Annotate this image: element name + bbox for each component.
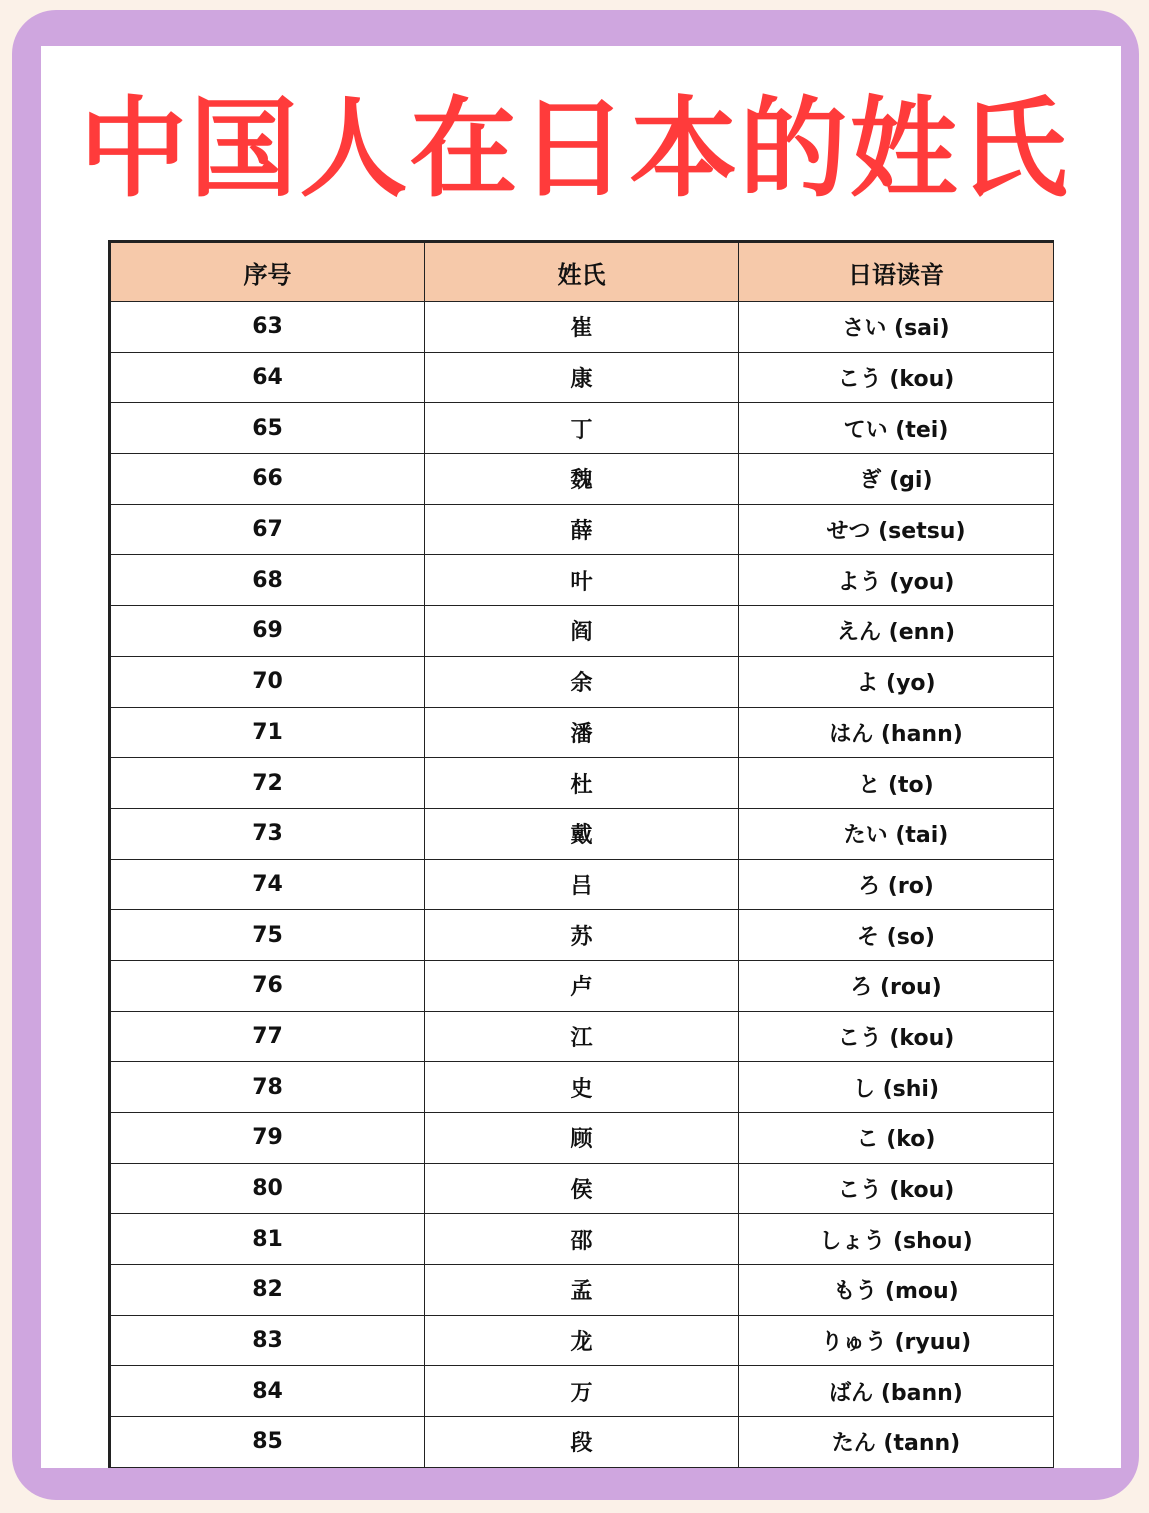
cell-number: 83 <box>110 1315 425 1366</box>
cell-surname: 余 <box>425 656 739 707</box>
cell-reading: ろ (rou) <box>739 960 1054 1011</box>
cell-reading: たん (tann) <box>739 1417 1054 1468</box>
table-row <box>110 606 1054 657</box>
cell-reading: こう (kou) <box>739 352 1054 403</box>
table-header-row <box>110 242 1054 302</box>
cell-surname: 吕 <box>425 859 739 910</box>
cell-surname: 杜 <box>425 758 739 809</box>
table-row <box>110 910 1054 961</box>
cell-number: 64 <box>110 352 425 403</box>
table-row <box>110 504 1054 555</box>
table-row <box>110 1366 1054 1417</box>
table-row <box>110 758 1054 809</box>
cell-reading: せつ (setsu) <box>739 504 1054 555</box>
cell-reading: よ (yo) <box>739 656 1054 707</box>
header-surname: 姓氏 <box>425 242 739 302</box>
cell-surname: 侯 <box>425 1163 739 1214</box>
table-row <box>110 454 1054 505</box>
cell-number: 70 <box>110 656 425 707</box>
table-row <box>110 1113 1054 1164</box>
cell-surname: 潘 <box>425 707 739 758</box>
table-row <box>110 707 1054 758</box>
cell-reading: てい (tei) <box>739 403 1054 454</box>
cell-surname: 薛 <box>425 504 739 555</box>
cell-surname: 孟 <box>425 1265 739 1316</box>
table-row <box>110 403 1054 454</box>
table-row <box>110 960 1054 1011</box>
cell-surname: 段 <box>425 1417 739 1468</box>
table-row <box>110 1265 1054 1316</box>
table-row <box>110 1417 1054 1468</box>
table-row <box>110 1315 1054 1366</box>
cell-surname: 崔 <box>425 302 739 353</box>
page-title: 中国人在日本的姓氏 <box>79 87 1070 212</box>
cell-reading: こう (kou) <box>739 1011 1054 1062</box>
cell-reading: さい (sai) <box>739 302 1054 353</box>
table-row <box>110 1011 1054 1062</box>
cell-reading: ばん (bann) <box>739 1366 1054 1417</box>
cell-reading: そ (so) <box>739 910 1054 961</box>
cell-reading: ろ (ro) <box>739 859 1054 910</box>
cell-reading: たい (tai) <box>739 808 1054 859</box>
cell-number: 63 <box>110 302 425 353</box>
cell-surname: 江 <box>425 1011 739 1062</box>
cell-number: 68 <box>110 555 425 606</box>
cell-number: 74 <box>110 859 425 910</box>
cell-number: 73 <box>110 808 425 859</box>
cell-surname: 魏 <box>425 454 739 505</box>
header-number: 序号 <box>110 242 425 302</box>
cell-number: 72 <box>110 758 425 809</box>
cell-reading: はん (hann) <box>739 707 1054 758</box>
cell-surname: 戴 <box>425 808 739 859</box>
cell-surname: 丁 <box>425 403 739 454</box>
table-row <box>110 1163 1054 1214</box>
cell-reading: ぎ (gi) <box>739 454 1054 505</box>
cell-surname: 阎 <box>425 606 739 657</box>
cell-number: 80 <box>110 1163 425 1214</box>
cell-surname: 龙 <box>425 1315 739 1366</box>
cell-number: 79 <box>110 1113 425 1164</box>
cell-surname: 万 <box>425 1366 739 1417</box>
table-row <box>110 352 1054 403</box>
cell-reading: しょう (shou) <box>739 1214 1054 1265</box>
cell-reading: と (to) <box>739 758 1054 809</box>
cell-reading: よう (you) <box>739 555 1054 606</box>
table-body <box>110 302 1054 1468</box>
cell-surname: 卢 <box>425 960 739 1011</box>
cell-surname: 邵 <box>425 1214 739 1265</box>
table-row <box>110 1062 1054 1113</box>
cell-reading: こう (kou) <box>739 1163 1054 1214</box>
cell-surname: 史 <box>425 1062 739 1113</box>
cell-number: 84 <box>110 1366 425 1417</box>
cell-number: 77 <box>110 1011 425 1062</box>
cell-surname: 康 <box>425 352 739 403</box>
table-row <box>110 808 1054 859</box>
cell-number: 65 <box>110 403 425 454</box>
cell-number: 85 <box>110 1417 425 1468</box>
cell-reading: もう (mou) <box>739 1265 1054 1316</box>
surname-table <box>108 240 1054 1468</box>
cell-number: 67 <box>110 504 425 555</box>
cell-surname: 苏 <box>425 910 739 961</box>
cell-number: 81 <box>110 1214 425 1265</box>
header-reading: 日语读音 <box>739 242 1054 302</box>
cell-surname: 叶 <box>425 555 739 606</box>
cell-reading: りゅう (ryuu) <box>739 1315 1054 1366</box>
cell-reading: えん (enn) <box>739 606 1054 657</box>
cell-reading: し (shi) <box>739 1062 1054 1113</box>
cell-surname: 顾 <box>425 1113 739 1164</box>
table-row <box>110 859 1054 910</box>
cell-number: 71 <box>110 707 425 758</box>
table-row <box>110 1214 1054 1265</box>
cell-number: 76 <box>110 960 425 1011</box>
cell-number: 82 <box>110 1265 425 1316</box>
cell-number: 69 <box>110 606 425 657</box>
table-row <box>110 555 1054 606</box>
cell-reading: こ (ko) <box>739 1113 1054 1164</box>
cell-number: 75 <box>110 910 425 961</box>
table-row <box>110 656 1054 707</box>
cell-number: 66 <box>110 454 425 505</box>
table-row <box>110 302 1054 353</box>
cell-number: 78 <box>110 1062 425 1113</box>
